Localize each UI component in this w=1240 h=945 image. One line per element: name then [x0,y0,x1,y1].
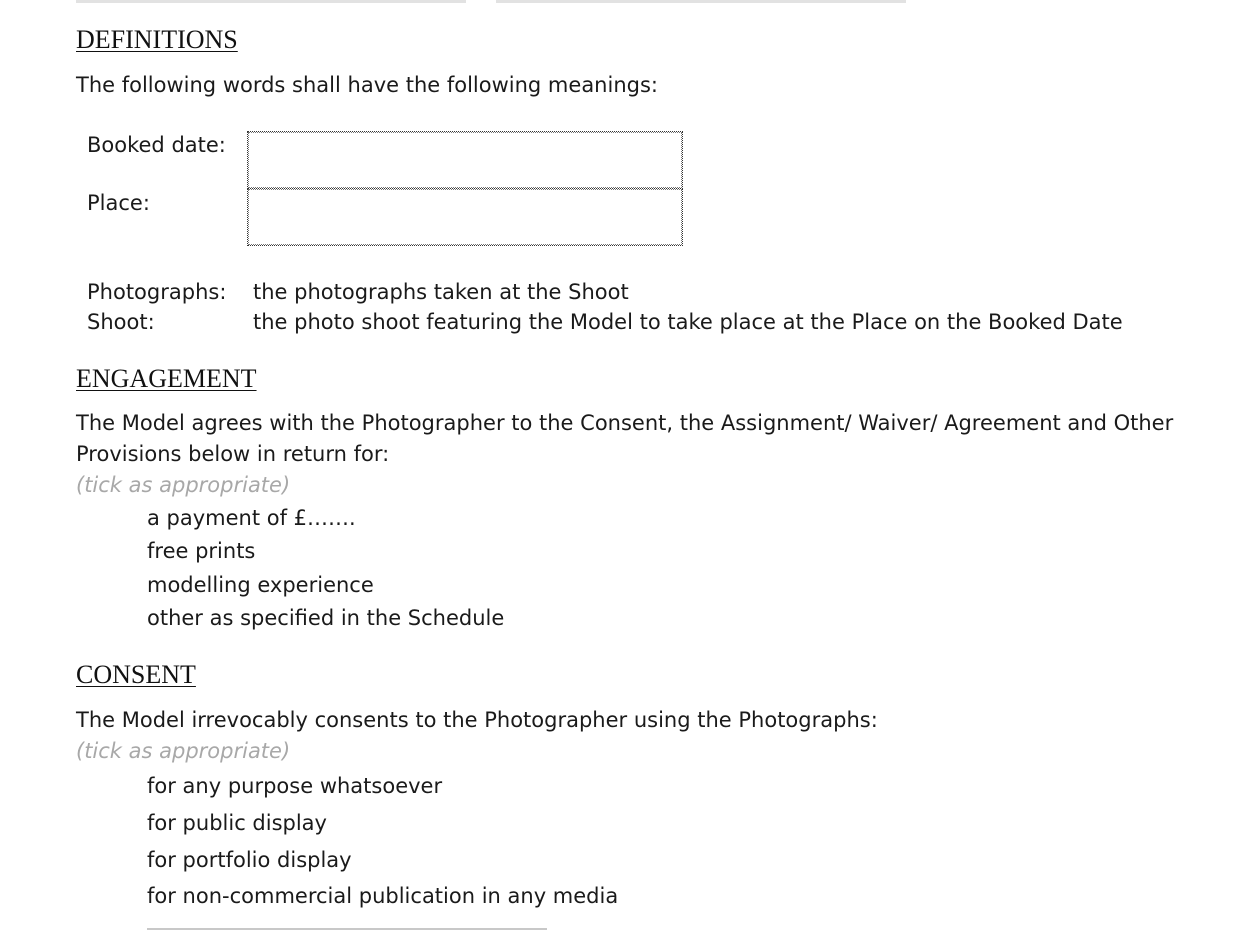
engagement-option-payment[interactable]: a payment of £……. [147,506,356,530]
engagement-hint: (tick as appropriate) [76,473,291,497]
top-cut-off-line [76,0,906,4]
place-field[interactable] [247,188,683,246]
consent-text: The Model irrevocably consents to the Photographer using the Photographs: [76,708,878,732]
definitions-heading: DEFINITIONS [76,25,238,54]
engagement-text-line2: Provisions below in return for: [76,442,390,466]
engagement-heading: ENGAGEMENT [76,364,257,393]
consent-option-any-purpose[interactable]: for any purpose whatsoever [147,774,443,798]
definition-shoot: the photo shoot featuring the Model to take place at the Place on the Booked Date [253,310,1123,334]
booked-date-field[interactable] [247,131,683,189]
engagement-option-other[interactable]: other as specified in the Schedule [147,606,505,630]
engagement-text-line1: The Model agrees with the Photographer to the Consent, the Assignment/ Waiver/ Agreement and Other [76,411,1174,435]
consent-option-public-display[interactable]: for public display [147,811,327,835]
consent-option-non-commercial[interactable]: for non-commercial publication in any media [147,884,619,908]
place-label: Place: [87,191,150,215]
consent-hint: (tick as appropriate) [76,739,291,763]
engagement-option-free-prints[interactable]: free prints [147,539,256,563]
term-photographs: Photographs: [87,280,227,304]
engagement-option-modelling-experience[interactable]: modelling experience [147,573,374,597]
definitions-intro: The following words shall have the following meanings: [76,73,658,97]
consent-option-portfolio-display[interactable]: for portfolio display [147,848,352,872]
booked-date-label: Booked date: [87,133,226,157]
definition-photographs: the photographs taken at the Shoot [253,280,629,304]
consent-heading: CONSENT [76,660,196,689]
consent-option-cut-off [147,921,547,945]
term-shoot: Shoot: [87,310,155,334]
